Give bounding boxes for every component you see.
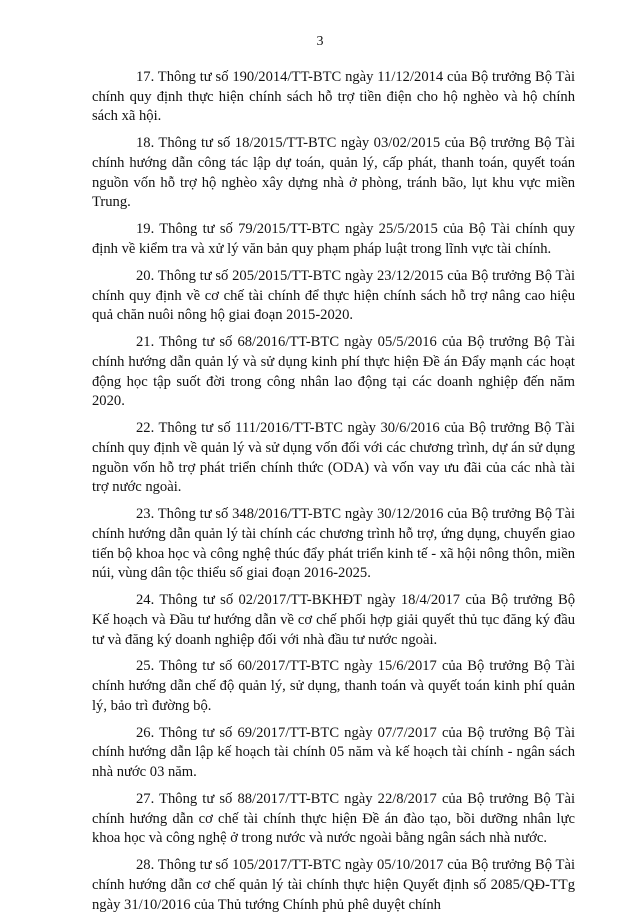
paragraph-27: 27. Thông tư số 88/2017/TT-BTC ngày 22/8/2017 của Bộ trưởng Bộ Tài chính hướng dẫn cơ chế tài chính thực hiện Đề án đào tạo, bồi dưỡng nhân lực khoa học và công nghệ ở trong nước và nước ngoài bằng ngân sách nhà nước. xyxy=(92,791,575,847)
paragraph-23: 23. Thông tư số 348/2016/TT-BTC ngày 30/12/2016 của Bộ trưởng Bộ Tài chính hướng dẫn quản lý tài chính các chương trình hỗ trợ, ứng dụng, chuyển giao tiến bộ khoa học và công nghệ thúc đẩy phát triển kinh tế - xã hội nông thôn, miền núi, vùng dân tộc thiểu số giai đoạn 2016-2025. xyxy=(92,506,575,582)
paragraph-22: 22. Thông tư số 111/2016/TT-BTC ngày 30/6/2016 của Bộ trưởng Bộ Tài chính quy định về quản lý và sử dụng vốn đối với các chương trình, dự án sử dụng nguồn vốn hỗ trợ phát triển chính thức (ODA) và vốn vay ưu đãi của các nhà tài trợ nước ngoài. xyxy=(92,420,575,496)
paragraph-25: 25. Thông tư số 60/2017/TT-BTC ngày 15/6/2017 của Bộ trưởng Bộ Tài chính hướng dẫn chế độ quản lý, sử dụng, thanh toán và quyết toán kinh phí quản lý, bảo trì đường bộ. xyxy=(92,658,575,714)
paragraph-17: 17. Thông tư số 190/2014/TT-BTC ngày 11/12/2014 của Bộ trưởng Bộ Tài chính quy định thực hiện chính sách hỗ trợ tiền điện cho hộ nghèo và hộ chính sách xã hội. xyxy=(92,69,575,125)
paragraph-19: 19. Thông tư số 79/2015/TT-BTC ngày 25/5/2015 của Bộ Tài chính quy định về kiểm tra và xử lý văn bản quy phạm pháp luật trong lĩnh vực tài chính. xyxy=(92,221,575,257)
paragraph-24: 24. Thông tư số 02/2017/TT-BKHĐT ngày 18/4/2017 của Bộ trưởng Bộ Kế hoạch và Đầu tư hướng dẫn về cơ chế phối hợp giải quyết thủ tục đăng ký đầu tư và đăng ký doanh nghiệp đối với nhà đầu tư nước ngoài. xyxy=(92,592,575,648)
paragraph-26: 26. Thông tư số 69/2017/TT-BTC ngày 07/7/2017 của Bộ trưởng Bộ Tài chính hướng dẫn lập kế hoạch tài chính 05 năm và kế hoạch tài chính - ngân sách nhà nước 03 năm. xyxy=(92,724,575,781)
paragraph-28: 28. Thông tư số 105/2017/TT-BTC ngày 05/10/2017 của Bộ trưởng Bộ Tài chính hướng dẫn cơ chế quản lý tài chính thực hiện Quyết định số 2085/QĐ-TTg ngày 31/10/2016 của Thủ tướng Chính phủ phê duyệt chính xyxy=(92,857,575,913)
paragraph-21: 21. Thông tư số 68/2016/TT-BTC ngày 05/5/2016 của Bộ trưởng Bộ Tài chính hướng dẫn quản lý và sử dụng kinh phí thực hiện Đề án Đẩy mạnh các hoạt động học tập suốt đời trong công nhân lao động tại các doanh nghiệp đến năm 2020. xyxy=(92,334,575,410)
paragraph-18: 18. Thông tư số 18/2015/TT-BTC ngày 03/02/2015 của Bộ trưởng Bộ Tài chính hướng dẫn công tác lập dự toán, quản lý, cấp phát, thanh toán, quyết toán nguồn vốn hỗ trợ hộ nghèo xây dựng nhà ở phòng, tránh bão, lụt khu vực miền Trung. xyxy=(92,135,575,211)
document-body xyxy=(92,68,575,923)
paragraph-20: 20. Thông tư số 205/2015/TT-BTC ngày 23/12/2015 của Bộ trưởng Bộ Tài chính quy định về cơ chế tài chính để thực hiện chính sách hỗ trợ nâng cao hiệu quả chăn nuôi nông hộ giai đoạn 2015-2020. xyxy=(92,267,575,324)
page-number: 3 xyxy=(316,34,324,49)
